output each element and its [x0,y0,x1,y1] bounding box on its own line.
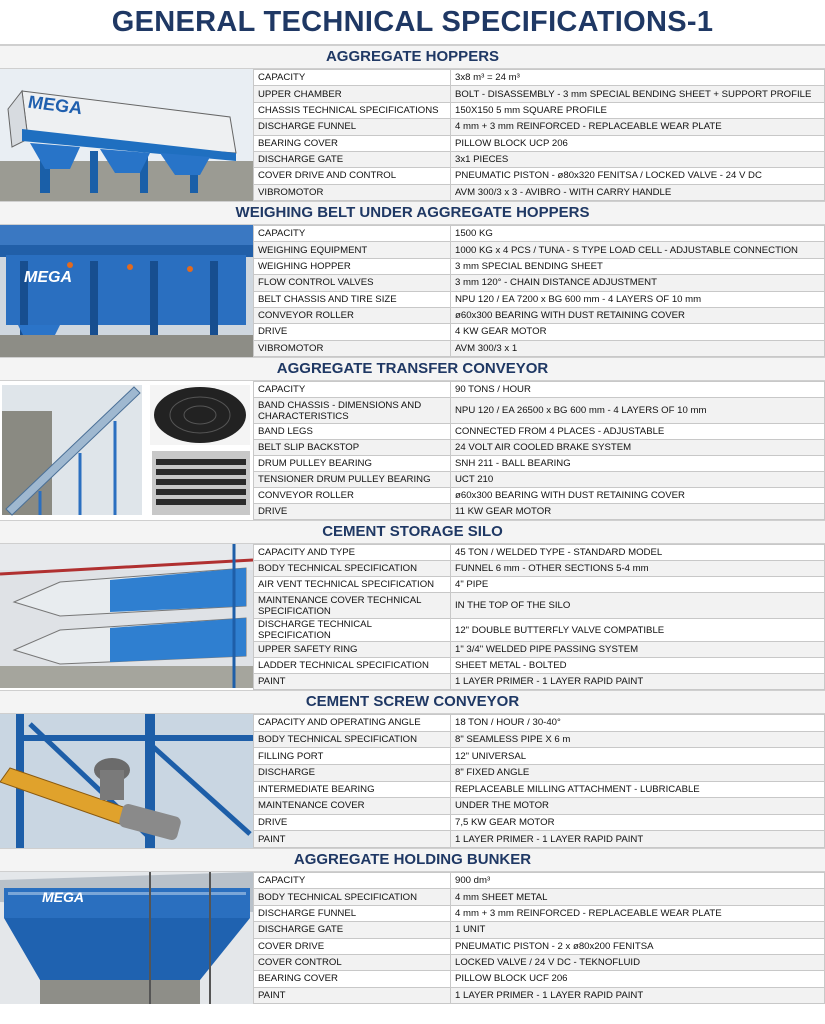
spec-value: 7,5 KW GEAR MOTOR [451,814,825,831]
table-row [254,748,825,765]
spec-key: COVER DRIVE [254,938,451,954]
spec-key: CONVEYOR ROLLER [254,488,451,504]
cement-silo-photo [0,544,253,688]
table-row [254,781,825,798]
table-row [254,472,825,488]
table-row [254,577,825,593]
spec-key: DISCHARGE TECHNICAL SPECIFICATION [254,619,451,642]
spec-key: CAPACITY [254,226,451,242]
spec-value: AVM 300/3 x 1 [451,340,825,356]
table-row [254,971,825,987]
section-cement-silo [0,520,825,690]
table-row [254,168,825,184]
table-row [254,119,825,135]
table-row [254,938,825,954]
spec-key: UPPER CHAMBER [254,86,451,102]
specs-table [253,381,825,520]
spec-value: 1" 3/4" WELDED PIPE PASSING SYSTEM [451,642,825,658]
spec-key: UPPER SAFETY RING [254,642,451,658]
spec-key: BODY TECHNICAL SPECIFICATION [254,889,451,905]
spec-key: BELT SLIP BACKSTOP [254,440,451,456]
spec-value: IN THE TOP OF THE SILO [451,593,825,619]
table-row [254,258,825,274]
spec-value: PNEUMATIC PISTON - ø80x320 FENITSA / LOCKED VALVE - 24 V DC [451,168,825,184]
table-row [254,226,825,242]
spec-value: 1 LAYER PRIMER - 1 LAYER RAPID PAINT [451,674,825,690]
table-row [254,889,825,905]
section-transfer-conveyor [0,357,825,520]
spec-key: CAPACITY AND TYPE [254,545,451,561]
spec-value: 8" FIXED ANGLE [451,764,825,781]
specs-table [253,69,825,201]
spec-key: DISCHARGE [254,764,451,781]
spec-value: 8" SEAMLESS PIPE X 6 m [451,731,825,748]
spec-value: REPLACEABLE MILLING ATTACHMENT - LUBRICABLE [451,781,825,798]
table-row [254,798,825,815]
spec-key: BEARING COVER [254,971,451,987]
section-title: AGGREGATE HOLDING BUNKER [0,848,825,872]
spec-key: TENSIONER DRUM PULLEY BEARING [254,472,451,488]
aggregate-hoppers-photo [0,69,253,201]
table-row [254,151,825,167]
table-row [254,987,825,1003]
weighing-belt-photo [0,225,253,357]
mega-logo: MEGA [28,91,82,119]
spec-key: BELT CHASSIS AND TIRE SIZE [254,291,451,307]
spec-key: MAINTENANCE COVER [254,798,451,815]
spec-value: 4 mm + 3 mm REINFORCED - REPLACEABLE WEAR PLATE [451,119,825,135]
spec-key: DRUM PULLEY BEARING [254,456,451,472]
spec-value: BOLT - DISASSEMBLY - 3 mm SPECIAL BENDING SHEET + SUPPORT PROFILE [451,86,825,102]
mega-logo: MEGA [24,269,72,286]
spec-key: DRIVE [254,504,451,520]
spec-value: 1 UNIT [451,922,825,938]
spec-key: COVER DRIVE AND CONTROL [254,168,451,184]
table-row [254,619,825,642]
spec-value: FUNNEL 6 mm - OTHER SECTIONS 5-4 mm [451,561,825,577]
spec-value: 24 VOLT AIR COOLED BRAKE SYSTEM [451,440,825,456]
table-row [254,275,825,291]
spec-value: AVM 300/3 x 3 - AVIBRO - WITH CARRY HANDLE [451,184,825,200]
table-row [254,86,825,102]
spec-value: 3x8 m³ = 24 m³ [451,70,825,86]
specs-table [253,544,825,690]
spec-value: ø60x300 BEARING WITH DUST RETAINING COVER [451,488,825,504]
spec-key: WEIGHING HOPPER [254,258,451,274]
table-row [254,561,825,577]
section-screw-conveyor [0,690,825,848]
spec-value: PILLOW BLOCK UCF 206 [451,971,825,987]
spec-value: 4" PIPE [451,577,825,593]
table-row [254,382,825,398]
table-row [254,922,825,938]
spec-value: 4 KW GEAR MOTOR [451,324,825,340]
spec-key: DISCHARGE GATE [254,151,451,167]
table-row [254,814,825,831]
table-row [254,715,825,732]
table-row [254,307,825,323]
transfer-conveyor-photos [0,381,253,519]
spec-key: BODY TECHNICAL SPECIFICATION [254,561,451,577]
spec-value: SHEET METAL - BOLTED [451,658,825,674]
spec-key: MAINTENANCE COVER TECHNICAL SPECIFICATION [254,593,451,619]
table-row [254,184,825,200]
section-weighing-belt [0,201,825,357]
spec-value: CONNECTED FROM 4 PLACES - ADJUSTABLE [451,424,825,440]
spec-key: BODY TECHNICAL SPECIFICATION [254,731,451,748]
table-row [254,831,825,848]
table-row [254,873,825,889]
spec-value: 900 dm³ [451,873,825,889]
table-row [254,504,825,520]
section-title: AGGREGATE TRANSFER CONVEYOR [0,357,825,381]
spec-value: 12" UNIVERSAL [451,748,825,765]
spec-value: 150X150 5 mm SQUARE PROFILE [451,102,825,118]
table-row [254,954,825,970]
spec-value: 1 LAYER PRIMER - 1 LAYER RAPID PAINT [451,987,825,1003]
spec-value: ø60x300 BEARING WITH DUST RETAINING COVER [451,307,825,323]
spec-key: AIR VENT TECHNICAL SPECIFICATION [254,577,451,593]
spec-key: CAPACITY [254,70,451,86]
table-row [254,324,825,340]
table-row [254,642,825,658]
spec-key: CHASSIS TECHNICAL SPECIFICATIONS [254,102,451,118]
specs-table [253,872,825,1004]
spec-value: 3x1 PIECES [451,151,825,167]
table-row [254,456,825,472]
table-row [254,291,825,307]
holding-bunker-photo [0,872,253,1004]
table-row [254,545,825,561]
spec-value: 90 TONS / HOUR [451,382,825,398]
spec-value: 1500 KG [451,226,825,242]
spec-value: NPU 120 / EA 7200 x BG 600 mm - 4 LAYERS OF 10 mm [451,291,825,307]
section-title: CEMENT SCREW CONVEYOR [0,690,825,714]
page-title: GENERAL TECHNICAL SPECIFICATIONS-1 [0,0,825,45]
spec-key: CONVEYOR ROLLER [254,307,451,323]
spec-key: BAND LEGS [254,424,451,440]
spec-value: 4 mm + 3 mm REINFORCED - REPLACEABLE WEAR PLATE [451,905,825,921]
spec-value: NPU 120 / EA 26500 x BG 600 mm - 4 LAYERS OF 10 mm [451,398,825,424]
mega-logo: MEGA [42,889,84,905]
section-title: CEMENT STORAGE SILO [0,520,825,544]
spec-value: 1000 KG x 4 PCS / TUNA - S TYPE LOAD CELL - ADJUSTABLE CONNECTION [451,242,825,258]
spec-key: DISCHARGE GATE [254,922,451,938]
table-row [254,102,825,118]
table-row [254,424,825,440]
table-row [254,135,825,151]
spec-key: DISCHARGE FUNNEL [254,119,451,135]
section-holding-bunker [0,848,825,1004]
spec-key: FILLING PORT [254,748,451,765]
spec-value: UCT 210 [451,472,825,488]
spec-key: PAINT [254,831,451,848]
table-row [254,340,825,356]
section-title: WEIGHING BELT UNDER AGGREGATE HOPPERS [0,201,825,225]
screw-conveyor-photo [0,714,253,848]
spec-key: PAINT [254,674,451,690]
spec-key: CAPACITY AND OPERATING ANGLE [254,715,451,732]
spec-value: 11 KW GEAR MOTOR [451,504,825,520]
spec-value: 18 TON / HOUR / 30-40° [451,715,825,732]
spec-key: DISCHARGE FUNNEL [254,905,451,921]
spec-value: PILLOW BLOCK UCP 206 [451,135,825,151]
table-row [254,658,825,674]
specs-table [253,714,825,848]
spec-value: 45 TON / WELDED TYPE - STANDARD MODEL [451,545,825,561]
table-row [254,398,825,424]
table-row [254,593,825,619]
spec-key: VIBROMOTOR [254,184,451,200]
spec-key: FLOW CONTROL VALVES [254,275,451,291]
spec-value: 1 LAYER PRIMER - 1 LAYER RAPID PAINT [451,831,825,848]
spec-key: CAPACITY [254,382,451,398]
spec-value: LOCKED VALVE / 24 V DC - TEKNOFLUID [451,954,825,970]
table-row [254,731,825,748]
table-row [254,440,825,456]
specs-table [253,225,825,357]
spec-value: 12" DOUBLE BUTTERFLY VALVE COMPATIBLE [451,619,825,642]
spec-value: UNDER THE MOTOR [451,798,825,815]
spec-key: BAND CHASSIS - DIMENSIONS AND CHARACTERISTICS [254,398,451,424]
spec-value: 3 mm SPECIAL BENDING SHEET [451,258,825,274]
spec-value: PNEUMATIC PISTON - 2 x ø80x200 FENITSA [451,938,825,954]
section-title: AGGREGATE HOPPERS [0,45,825,69]
spec-key: PAINT [254,987,451,1003]
spec-value: SNH 211 - BALL BEARING [451,456,825,472]
spec-value: 3 mm 120° - CHAIN DISTANCE ADJUSTMENT [451,275,825,291]
table-row [254,905,825,921]
table-row [254,242,825,258]
spec-key: VIBROMOTOR [254,340,451,356]
spec-key: COVER CONTROL [254,954,451,970]
spec-key: CAPACITY [254,873,451,889]
spec-key: DRIVE [254,324,451,340]
table-row [254,764,825,781]
table-row [254,674,825,690]
spec-key: INTERMEDIATE BEARING [254,781,451,798]
table-row [254,488,825,504]
spec-key: WEIGHING EQUIPMENT [254,242,451,258]
spec-value: 4 mm SHEET METAL [451,889,825,905]
section-aggregate-hoppers [0,45,825,201]
spec-key: DRIVE [254,814,451,831]
table-row [254,70,825,86]
spec-key: BEARING COVER [254,135,451,151]
spec-key: LADDER TECHNICAL SPECIFICATION [254,658,451,674]
